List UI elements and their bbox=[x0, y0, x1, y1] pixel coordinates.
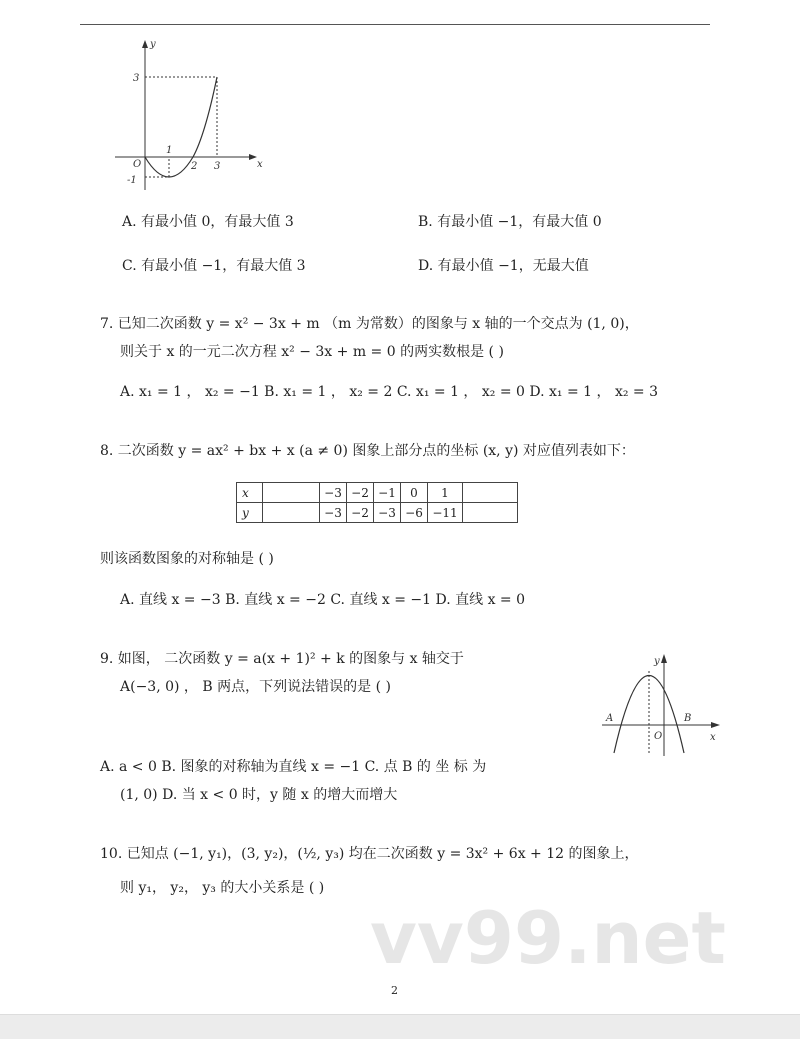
q6-option-d: D. 有最小值 −1，无最大值 bbox=[418, 258, 589, 274]
table-cell: −6 bbox=[401, 503, 428, 523]
point-a-label: A bbox=[606, 713, 614, 724]
table-cell: −2 bbox=[347, 503, 374, 523]
tick-y3: 3 bbox=[133, 73, 140, 84]
q6-option-a: A. 有最小值 0，有最大值 3 bbox=[122, 214, 294, 230]
x-axis-label: x bbox=[257, 159, 263, 170]
table-cell: −11 bbox=[428, 503, 463, 523]
table-cell bbox=[463, 503, 518, 523]
table-cell: x bbox=[237, 483, 263, 503]
page-number: 2 bbox=[391, 984, 398, 997]
q8-question: 则该函数图象的对称轴是 ( ) bbox=[100, 551, 274, 567]
table-cell: −1 bbox=[374, 483, 401, 503]
q9-stem-2: A(−3, 0) ， B 两点，下列说法错误的是 ( ) bbox=[120, 679, 391, 695]
q10-stem-1: 10. 已知点 (−1, y₁)，(3, y₂)，(½, y₃) 均在二次函数 y = 3x² + 6x + 12 的图象上， bbox=[100, 846, 639, 862]
watermark: vv99.net bbox=[370, 896, 726, 980]
q9-graph bbox=[600, 648, 730, 758]
point-b-label: B bbox=[684, 713, 692, 724]
q8-value-table bbox=[236, 482, 518, 523]
table-cell: −3 bbox=[320, 483, 347, 503]
table-cell: 0 bbox=[401, 483, 428, 503]
table-cell: −3 bbox=[320, 503, 347, 523]
q7-options: A. x₁ = 1 ， x₂ = −1 B. x₁ = 1 ， x₂ = 2 C. x₁ = 1 ， x₂ = 0 D. x₁ = 1 ， x₂ = 3 bbox=[120, 384, 658, 400]
q8-stem: 8. 二次函数 y = ax² + bx + x (a ≠ 0) 图象上部分点的坐标 (x, y) 对应值列表如下： bbox=[100, 443, 635, 459]
q7-stem-2: 则关于 x 的一元二次方程 x² − 3x + m = 0 的两实数根是 ( ) bbox=[120, 344, 504, 360]
header-rule bbox=[80, 24, 710, 25]
y-axis-label: y bbox=[654, 656, 660, 667]
q9-options-1: A. a < 0 B. 图象的对称轴为直线 x = −1 C. 点 B 的 坐 标 为 bbox=[100, 759, 487, 775]
q8-options: A. 直线 x = −3 B. 直线 x = −2 C. 直线 x = −1 D. 直线 x = 0 bbox=[120, 592, 526, 608]
q6-graph bbox=[105, 35, 275, 195]
page-bottom-bar bbox=[0, 1014, 800, 1039]
q9-options-2: (1, 0) D. 当 x < 0 时，y 随 x 的增大而增大 bbox=[120, 787, 398, 803]
origin-label: O bbox=[133, 159, 142, 170]
table-cell bbox=[263, 483, 320, 503]
q6-option-b: B. 有最小值 −1，有最大值 0 bbox=[418, 214, 602, 230]
y-axis-label: y bbox=[150, 39, 156, 50]
origin-label: O bbox=[654, 731, 663, 742]
tick-2: 2 bbox=[191, 161, 198, 172]
tick-1: 1 bbox=[166, 145, 173, 156]
q6-option-c: C. 有最小值 −1，有最大值 3 bbox=[122, 258, 306, 274]
table-cell: −3 bbox=[374, 503, 401, 523]
table-row bbox=[237, 483, 518, 503]
table-cell: y bbox=[237, 503, 263, 523]
table-row bbox=[237, 503, 518, 523]
table-cell bbox=[463, 483, 518, 503]
tick-y-1: -1 bbox=[127, 175, 137, 186]
table-cell: 1 bbox=[428, 483, 463, 503]
q10-stem-2: 则 y₁， y₂， y₃ 的大小关系是 ( ) bbox=[120, 880, 325, 896]
tick-3: 3 bbox=[214, 161, 221, 172]
table-cell bbox=[263, 503, 320, 523]
q9-stem-1: 9. 如图， 二次函数 y = a(x + 1)² + k 的图象与 x 轴交于 bbox=[100, 651, 464, 667]
x-axis-label: x bbox=[710, 732, 716, 743]
table-cell: −2 bbox=[347, 483, 374, 503]
q7-stem-1: 7. 已知二次函数 y = x² − 3x + m （m 为常数）的图象与 x 轴的一个交点为 (1, 0)， bbox=[100, 316, 639, 332]
